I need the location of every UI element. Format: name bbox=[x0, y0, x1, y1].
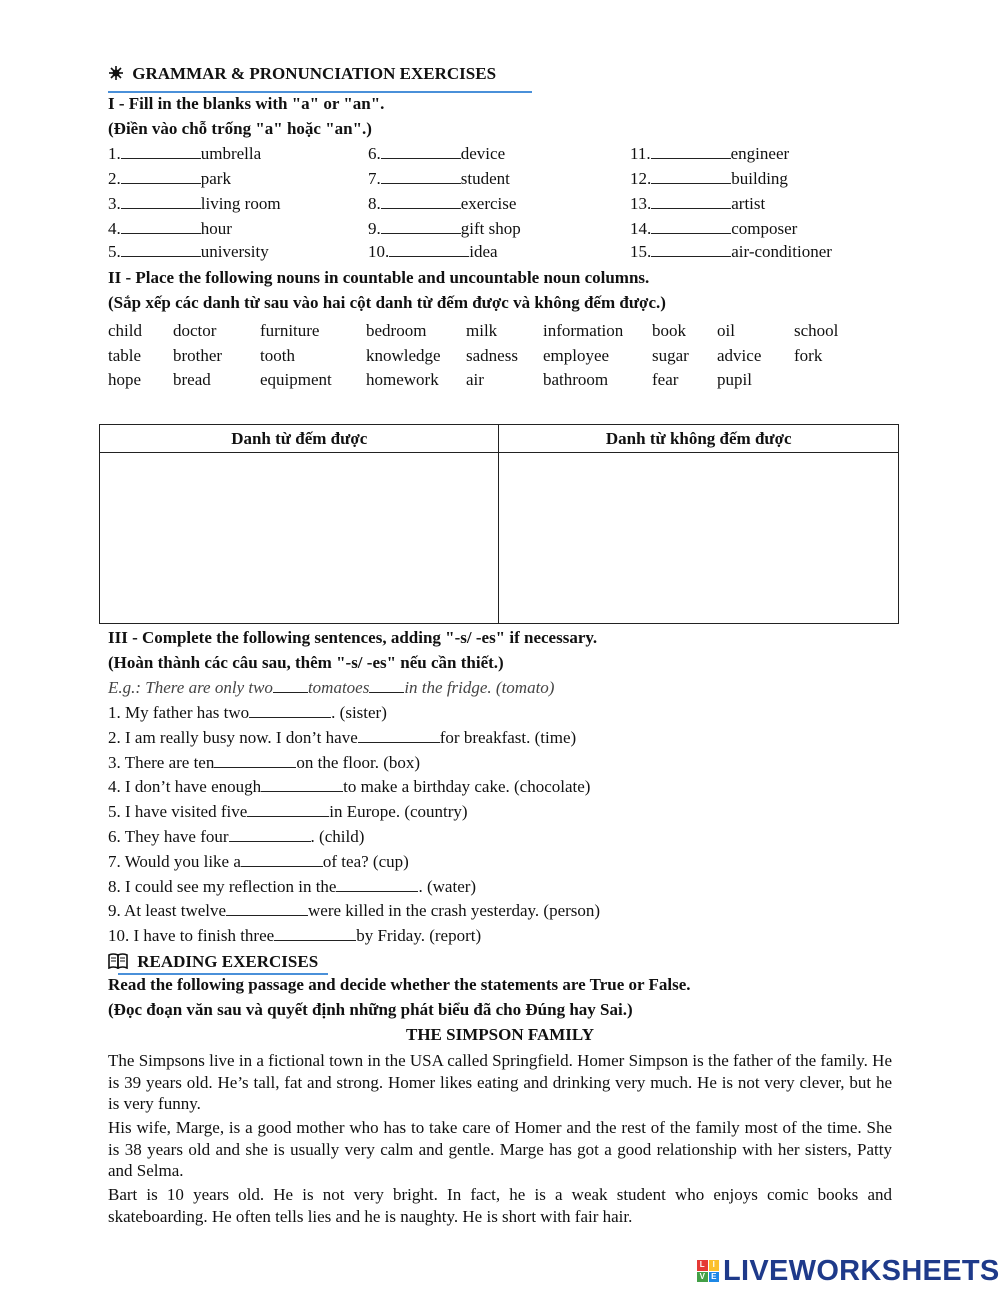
noun-word[interactable]: fear bbox=[652, 370, 679, 389]
sentence-item bbox=[108, 703, 387, 723]
item-word: umbrella bbox=[200, 144, 262, 163]
noun-sort-table bbox=[99, 424, 899, 624]
item-word: idea bbox=[469, 242, 498, 261]
reading-instruction: Read the following passage and decide whether the statements are True or False. bbox=[108, 975, 691, 994]
noun-word[interactable]: employee bbox=[543, 346, 610, 365]
header-underline bbox=[108, 91, 532, 93]
fill-blank-item bbox=[630, 169, 788, 189]
sentence-item bbox=[108, 827, 364, 847]
uncountable-answer-cell[interactable] bbox=[499, 453, 899, 624]
reading-instruction-vi: (Đọc đoạn văn sau và quyết định những phát biểu đã cho Đúng hay Sai.) bbox=[108, 1000, 633, 1019]
answer-blank[interactable] bbox=[336, 877, 418, 892]
answer-blank[interactable] bbox=[121, 219, 201, 234]
noun-word[interactable]: advice bbox=[717, 346, 762, 365]
sparkle-icon bbox=[108, 65, 124, 81]
noun-word[interactable]: hope bbox=[108, 370, 142, 389]
item-word: university bbox=[200, 242, 269, 261]
passage-title: THE SIMPSON FAMILY bbox=[406, 1025, 594, 1044]
header bbox=[108, 64, 496, 84]
countable-answer-cell[interactable] bbox=[100, 453, 499, 624]
header-title: GRAMMAR & PRONUNCIATION EXERCISES bbox=[132, 64, 497, 83]
item-number: 12. bbox=[630, 169, 652, 188]
section2-title: II - Place the following nouns in countable and uncountable noun columns. bbox=[108, 268, 650, 287]
item-word: student bbox=[460, 169, 510, 188]
noun-word[interactable]: brother bbox=[173, 346, 223, 365]
noun-word[interactable]: sugar bbox=[652, 346, 689, 365]
item-word: artist bbox=[731, 194, 766, 213]
sentence-start: 8. I could see my reflection in the bbox=[108, 877, 337, 896]
sentence-item bbox=[108, 901, 600, 921]
item-word: engineer bbox=[730, 144, 790, 163]
logo-mark-icon bbox=[697, 1260, 719, 1282]
answer-blank[interactable] bbox=[381, 219, 461, 234]
section2-subtitle: (Sắp xếp các danh từ sau vào hai cột danh từ đếm được và không đếm được.) bbox=[108, 293, 666, 312]
reading-title: READING EXERCISES bbox=[137, 952, 319, 971]
passage-paragraph: Bart is 10 years old. He is not very bright. In fact, he is a weak student who enjoys comic books and skateboarding. He often tells lies and he is naughty. He is short with fair hair. bbox=[108, 1185, 892, 1226]
sentence-start: 5. I have visited five bbox=[108, 802, 248, 821]
item-number: 8. bbox=[368, 194, 381, 213]
sentence-start: 2. I am really busy now. I don’t have bbox=[108, 728, 358, 747]
item-number: 4. bbox=[108, 219, 121, 238]
noun-word[interactable]: book bbox=[652, 321, 686, 340]
sentence-end: to make a birthday cake. (chocolate) bbox=[343, 777, 591, 796]
fill-blank-item bbox=[368, 219, 521, 239]
answer-blank[interactable] bbox=[389, 242, 469, 257]
noun-word[interactable]: air bbox=[466, 370, 484, 389]
answer-blank[interactable] bbox=[121, 169, 201, 184]
sentence-start: 1. My father has two bbox=[108, 703, 250, 722]
section3-title: III - Complete the following sentences, adding "-s/ -es" if necessary. bbox=[108, 628, 598, 647]
fill-blank-item bbox=[108, 194, 281, 214]
item-number: 9. bbox=[368, 219, 381, 238]
passage-paragraph: The Simpsons live in a fictional town in the USA called Springfield. Homer Simpson is the father of the family. He is 39 years old. He’s tall, fat and strong. Homer likes eating and drinking very much. He is not very clever, but he is very funny. bbox=[108, 1051, 892, 1113]
item-number: 2. bbox=[108, 169, 121, 188]
sentence-end: of tea? (cup) bbox=[322, 852, 409, 871]
sentence-item bbox=[108, 926, 481, 946]
item-number: 15. bbox=[630, 242, 652, 261]
answer-blank[interactable] bbox=[121, 144, 201, 159]
fill-blank-item bbox=[630, 219, 797, 239]
item-word: gift shop bbox=[460, 219, 521, 238]
fill-blank-item bbox=[368, 144, 505, 164]
fill-blank-item bbox=[630, 242, 832, 262]
answer-blank[interactable] bbox=[121, 242, 201, 257]
liveworksheets-logo bbox=[697, 1255, 1000, 1287]
sentence-start: 10. I have to finish three bbox=[108, 926, 275, 945]
item-word: exercise bbox=[460, 194, 517, 213]
logo-mark-letter: L bbox=[697, 1260, 708, 1271]
answer-blank[interactable] bbox=[381, 194, 461, 209]
uncountable-header: Danh từ không đếm được bbox=[499, 425, 899, 453]
answer-blank[interactable] bbox=[241, 852, 323, 867]
countable-header: Danh từ đếm được bbox=[100, 425, 499, 453]
item-number: 1. bbox=[108, 144, 121, 163]
fill-blank-item bbox=[108, 242, 269, 262]
logo-mark-letter: V bbox=[697, 1272, 708, 1283]
sentence-end: for breakfast. (time) bbox=[439, 728, 577, 747]
fill-blank-item bbox=[108, 144, 261, 164]
noun-word[interactable]: child bbox=[108, 321, 142, 340]
noun-word[interactable]: furniture bbox=[260, 321, 320, 340]
noun-word[interactable]: equipment bbox=[260, 370, 332, 389]
sentence-item bbox=[108, 728, 576, 748]
item-word: park bbox=[200, 169, 231, 188]
answer-blank[interactable] bbox=[651, 242, 731, 257]
sentence-item bbox=[108, 852, 409, 872]
answer-blank[interactable] bbox=[651, 144, 731, 159]
sentence-start: 7. Would you like a bbox=[108, 852, 241, 871]
passage-paragraph: His wife, Marge, is a good mother who has to take care of Homer and the rest of the family most of the time. She is 38 years old and she is usually very calm and gentle. Marge has got a good relationship with her sisters, Patty and Selma. bbox=[108, 1118, 892, 1180]
noun-word[interactable]: table bbox=[108, 346, 142, 365]
sentence-end: were killed in the crash yesterday. (person) bbox=[308, 901, 601, 920]
book-icon bbox=[108, 953, 128, 969]
fill-blank-item bbox=[368, 194, 516, 214]
answer-blank[interactable] bbox=[121, 194, 201, 209]
example-blank-2 bbox=[369, 678, 404, 693]
logo-mark-letter: I bbox=[709, 1260, 720, 1271]
example-after: in the fridge. (tomato) bbox=[404, 678, 555, 697]
example-blank-1 bbox=[273, 678, 308, 693]
sentence-end: . (child) bbox=[310, 827, 365, 846]
sentence-end: . (water) bbox=[418, 877, 477, 896]
section3-subtitle: (Hoàn thành các câu sau, thêm "-s/ -es" nếu cần thiết.) bbox=[108, 653, 504, 672]
section1-title: I - Fill in the blanks with "a" or "an". bbox=[108, 94, 385, 113]
noun-word[interactable]: bedroom bbox=[366, 321, 427, 340]
noun-word[interactable]: oil bbox=[717, 321, 735, 340]
item-number: 6. bbox=[368, 144, 381, 163]
example-answer: tomatoes bbox=[307, 678, 370, 697]
sentence-end: . (sister) bbox=[331, 703, 387, 722]
sentence-start: 9. At least twelve bbox=[108, 901, 227, 920]
sentence-item bbox=[108, 753, 420, 773]
noun-word[interactable]: tooth bbox=[260, 346, 295, 365]
sentence-start: 6. They have four bbox=[108, 827, 229, 846]
item-number: 13. bbox=[630, 194, 652, 213]
noun-word[interactable]: bathroom bbox=[543, 370, 609, 389]
answer-blank[interactable] bbox=[214, 753, 296, 768]
sentence-item bbox=[108, 777, 590, 797]
item-number: 14. bbox=[630, 219, 652, 238]
sentence-start: 3. There are ten bbox=[108, 753, 215, 772]
item-word: building bbox=[731, 169, 788, 188]
noun-word[interactable]: school bbox=[794, 321, 839, 340]
item-number: 10. bbox=[368, 242, 390, 261]
fill-blank-item bbox=[108, 169, 231, 189]
reading-header bbox=[108, 952, 318, 972]
logo-mark-letter: E bbox=[709, 1272, 720, 1283]
item-word: living room bbox=[200, 194, 281, 213]
item-number: 3. bbox=[108, 194, 121, 213]
item-word: composer bbox=[731, 219, 798, 238]
answer-blank[interactable] bbox=[381, 169, 461, 184]
answer-blank[interactable] bbox=[249, 703, 331, 718]
answer-blank[interactable] bbox=[358, 728, 440, 743]
noun-word[interactable]: sadness bbox=[466, 346, 518, 365]
sentence-item bbox=[108, 877, 476, 897]
sentence-item bbox=[108, 802, 468, 822]
answer-blank[interactable] bbox=[651, 219, 731, 234]
noun-word[interactable]: doctor bbox=[173, 321, 217, 340]
example-sentence bbox=[108, 678, 554, 698]
item-number: 11. bbox=[630, 144, 651, 163]
example-before: E.g.: There are only two bbox=[108, 678, 273, 697]
item-word: air-conditioner bbox=[731, 242, 832, 261]
noun-word[interactable]: milk bbox=[466, 321, 498, 340]
answer-blank[interactable] bbox=[226, 901, 308, 916]
answer-blank[interactable] bbox=[381, 144, 461, 159]
noun-word[interactable]: information bbox=[543, 321, 624, 340]
logo-text: LIVEWORKSHEETS bbox=[723, 1254, 1000, 1287]
answer-blank[interactable] bbox=[247, 802, 329, 817]
answer-blank[interactable] bbox=[651, 194, 731, 209]
item-word: device bbox=[460, 144, 506, 163]
answer-blank[interactable] bbox=[261, 777, 343, 792]
noun-word[interactable]: pupil bbox=[717, 370, 752, 389]
answer-blank[interactable] bbox=[274, 926, 356, 941]
noun-word[interactable]: knowledge bbox=[366, 346, 441, 365]
sentence-end: on the floor. (box) bbox=[296, 753, 421, 772]
fill-blank-item bbox=[630, 144, 789, 164]
sentence-start: 4. I don’t have enough bbox=[108, 777, 262, 796]
fill-blank-item bbox=[368, 169, 510, 189]
answer-blank[interactable] bbox=[229, 827, 311, 842]
section1-subtitle: (Điền vào chỗ trống "a" hoặc "an".) bbox=[108, 119, 372, 138]
sentence-end: in Europe. (country) bbox=[329, 802, 468, 821]
item-number: 7. bbox=[368, 169, 381, 188]
answer-blank[interactable] bbox=[651, 169, 731, 184]
sentence-end: by Friday. (report) bbox=[356, 926, 482, 945]
fill-blank-item bbox=[108, 219, 232, 239]
fill-blank-item bbox=[368, 242, 498, 262]
noun-word[interactable]: homework bbox=[366, 370, 439, 389]
noun-word[interactable]: fork bbox=[794, 346, 823, 365]
item-word: hour bbox=[200, 219, 232, 238]
fill-blank-item bbox=[630, 194, 765, 214]
item-number: 5. bbox=[108, 242, 121, 261]
noun-word[interactable]: bread bbox=[173, 370, 211, 389]
